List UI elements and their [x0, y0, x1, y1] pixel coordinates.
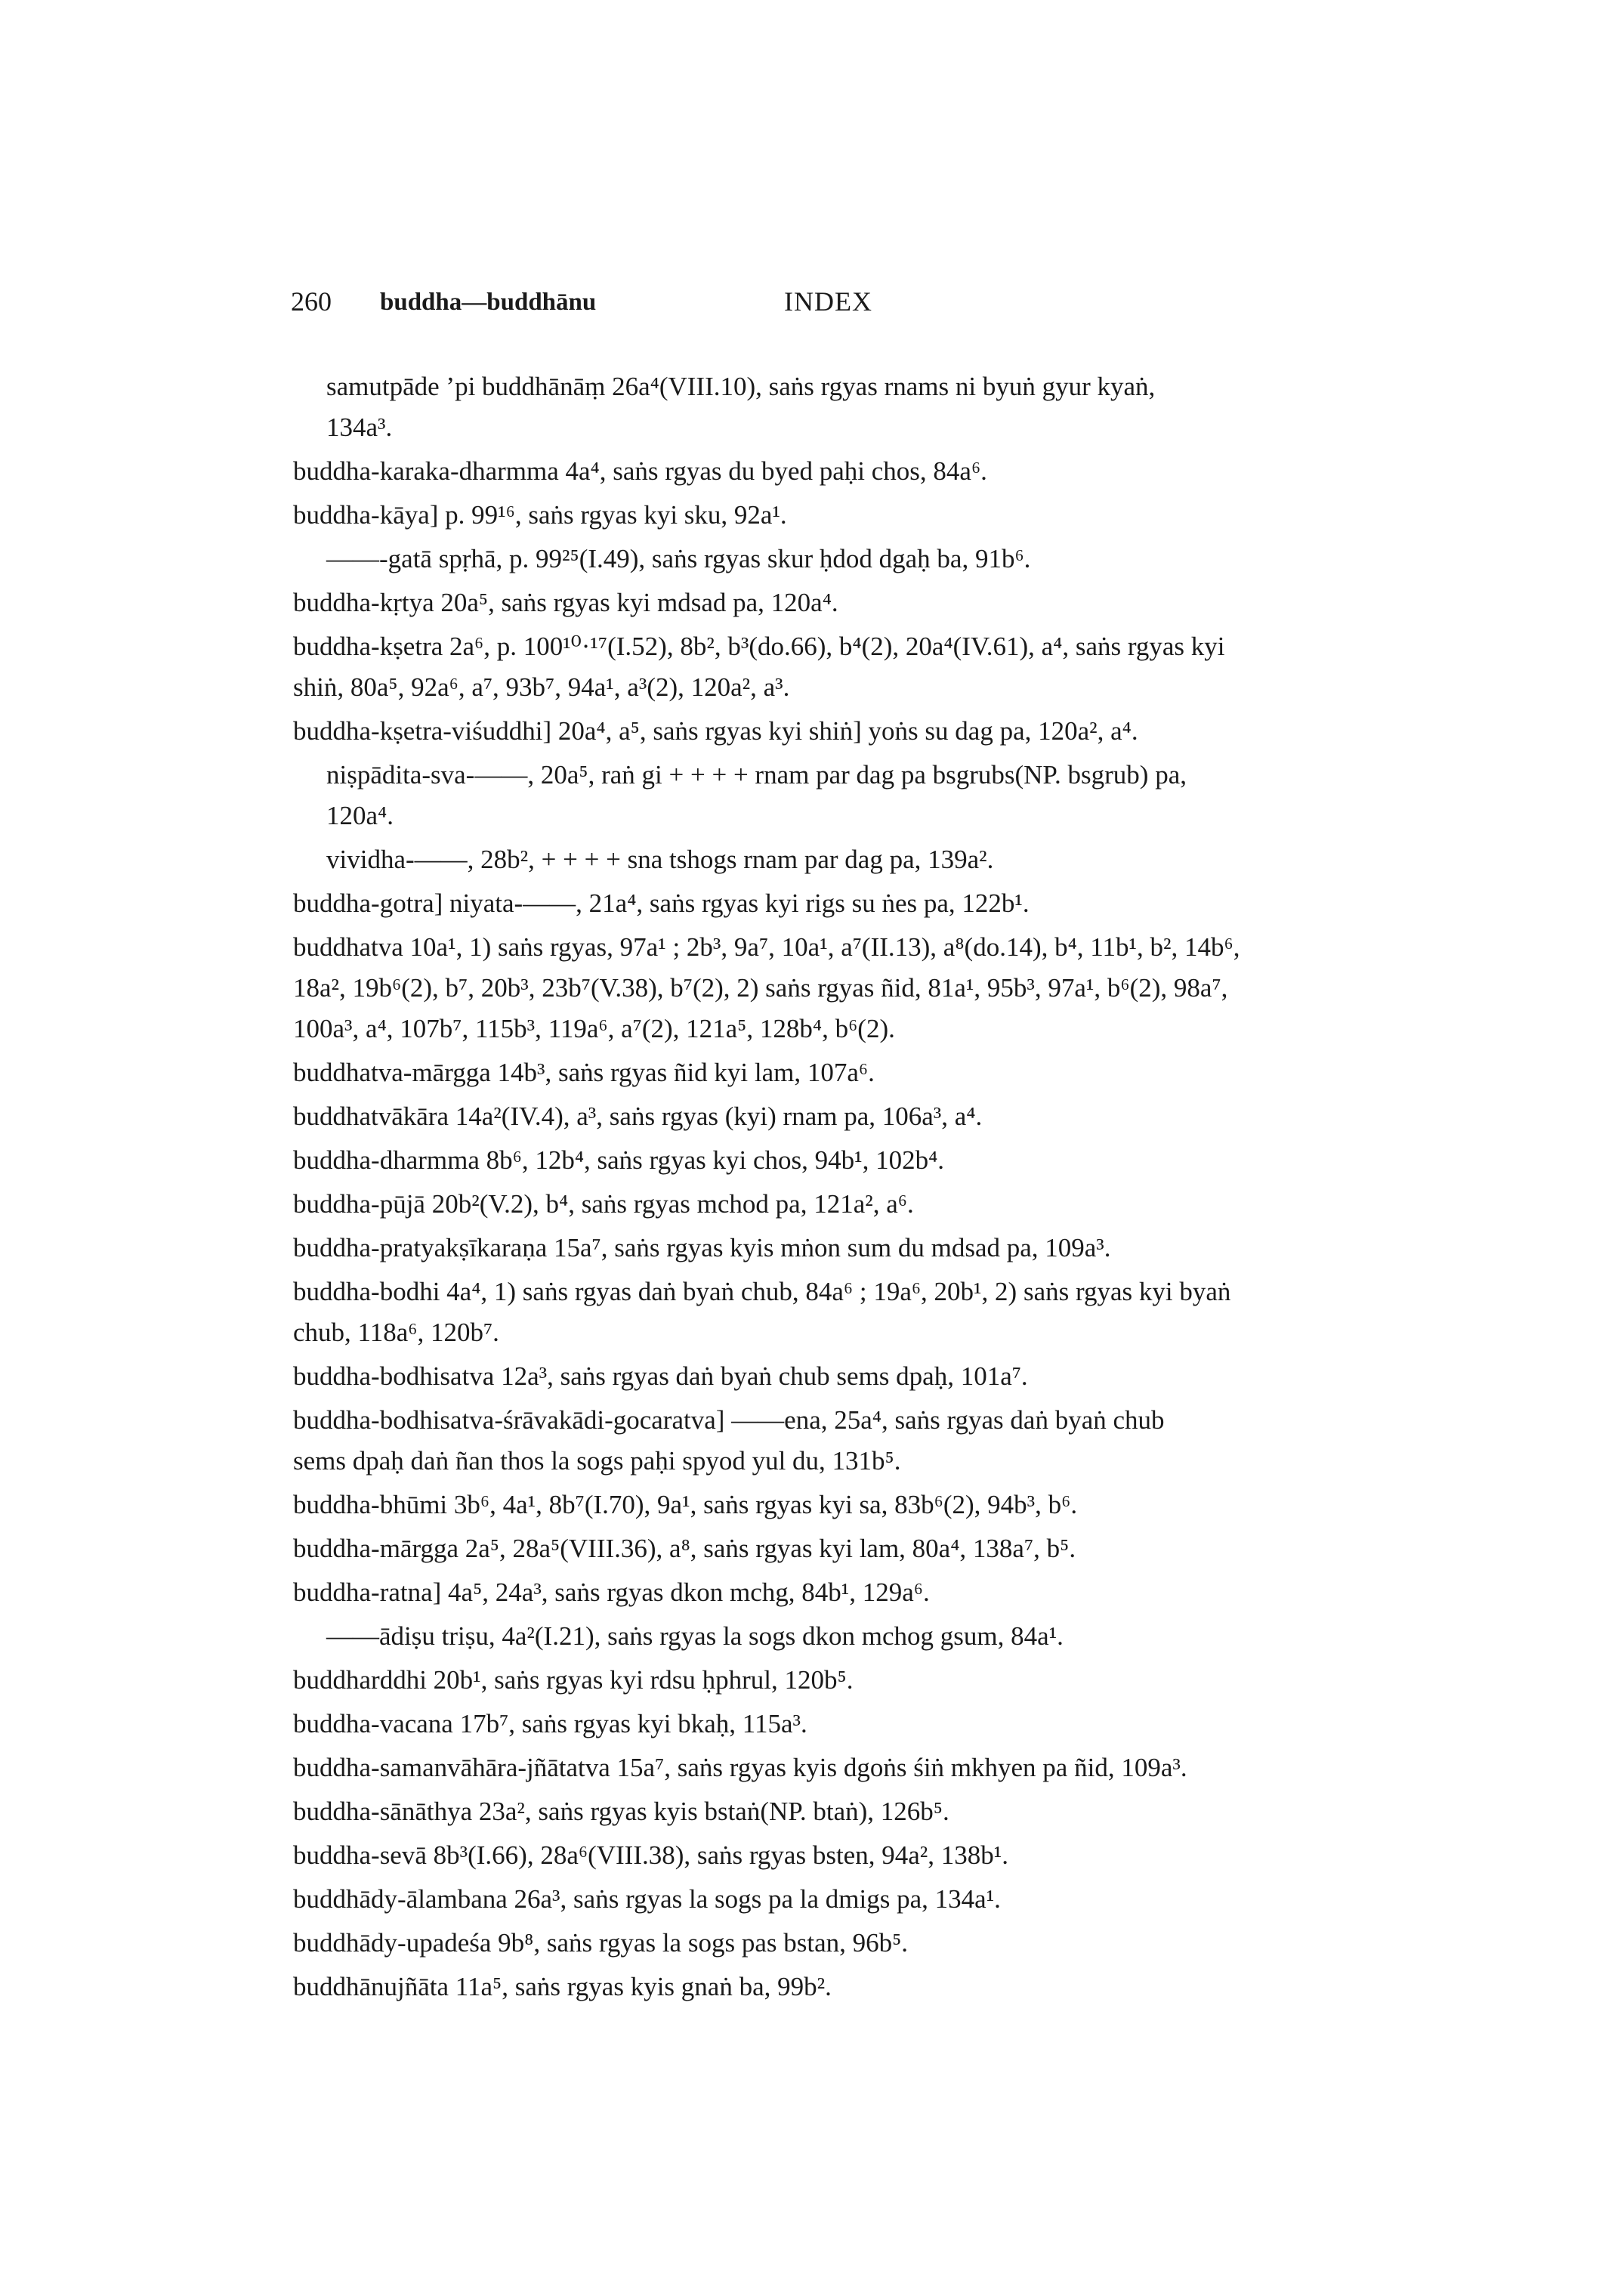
index-entry: [293, 1747, 1381, 1788]
entry-continuation-line: 100a³, a⁴, 107b⁷, 115b³, 119a⁶, a⁷(2), 121a⁵, 128b⁴, b⁶(2).: [293, 1014, 895, 1043]
entry-line: ——ādiṣu triṣu, 4a²(I.21), saṅs rgyas la sogs dkon mchog gsum, 84a¹.: [326, 1621, 1064, 1651]
index-entry: [293, 1791, 1381, 1832]
index-entry: [293, 1228, 1381, 1269]
index-entry: [293, 1272, 1381, 1353]
index-entry: [293, 1140, 1381, 1181]
index-subentry: [293, 366, 1381, 448]
entry-line: buddha-bodhi 4a⁴, 1) saṅs rgyas daṅ byaṅ chub, 84a⁶ ; 19a⁶, 20b¹, 2) saṅs rgyas kyi byaṅ: [293, 1277, 1231, 1306]
index-entry: [293, 1572, 1381, 1613]
entry-line: buddha-sevā 8b³(I.66), 28a⁶(VIII.38), saṅs rgyas bsten, 94a², 138b¹.: [293, 1840, 1008, 1870]
index-entry: [293, 1356, 1381, 1397]
entry-line: buddha-bhūmi 3b⁶, 4a¹, 8b⁷(I.70), 9a¹, saṅs rgyas kyi sa, 83b⁶(2), 94b³, b⁶.: [293, 1490, 1078, 1519]
index-entry: [293, 1879, 1381, 1920]
index-subentry: [293, 839, 1381, 880]
entry-line: buddha-ratna] 4a⁵, 24a³, saṅs rgyas dkon mchg, 84b¹, 129a⁶.: [293, 1578, 930, 1607]
section-title: INDEX: [784, 286, 872, 317]
index-entry: [293, 495, 1381, 536]
index-entry: [293, 1400, 1381, 1482]
entry-line: buddha-kṣetra 2a⁶, p. 100¹⁰·¹⁷(I.52), 8b², b³(do.66), b⁴(2), 20a⁴(IV.61), a⁴, saṅs rgyas kyi: [293, 632, 1225, 661]
entry-line: buddhānujñāta 11a⁵, saṅs rgyas kyis gnaṅ ba, 99b².: [293, 1972, 832, 2001]
entry-line: buddharddhi 20b¹, saṅs rgyas kyi rdsu ḥphrul, 120b⁵.: [293, 1665, 854, 1695]
running-head: buddha—buddhānu: [380, 289, 597, 316]
index-subentry: [293, 755, 1381, 836]
index-entry: [293, 1485, 1381, 1525]
entry-line: buddha-pratyakṣīkaraṇa 15a⁷, saṅs rgyas kyis mṅon sum du mdsad pa, 109a³.: [293, 1233, 1111, 1262]
entry-continuation-line: 120a⁴.: [326, 801, 394, 830]
entry-continuation-line: shiṅ, 80a⁵, 92a⁶, a⁷, 93b⁷, 94a¹, a³(2), 120a², a³.: [293, 672, 790, 702]
entry-line: buddha-gotra] niyata-——, 21a⁴, saṅs rgyas kyi rigs su ṅes pa, 122b¹.: [293, 888, 1030, 918]
entry-line: buddha-karaka-dharmma 4a⁴, saṅs rgyas du byed paḥi chos, 84a⁶.: [293, 456, 987, 486]
index-entry: [293, 711, 1381, 752]
index-entry: [293, 582, 1381, 623]
entry-continuation-line: sems dpaḥ daṅ ñan thos la sogs paḥi spyod yul du, 131b⁵.: [293, 1446, 901, 1476]
entry-line: samutpāde ’pi buddhānāṃ 26a⁴(VIII.10), saṅs rgyas rnams ni byuṅ gyur kyaṅ,: [326, 372, 1156, 401]
entry-line: buddha-dharmma 8b⁶, 12b⁴, saṅs rgyas kyi chos, 94b¹, 102b⁴.: [293, 1145, 945, 1175]
entry-line: buddha-samanvāhāra-jñātatva 15a⁷, saṅs rgyas kyis dgoṅs śiṅ mkhyen pa ñid, 109a³.: [293, 1753, 1187, 1782]
entry-line: buddhatva 10a¹, 1) saṅs rgyas, 97a¹ ; 2b³, 9a⁷, 10a¹, a⁷(II.13), a⁸(do.14), b⁴, 11b¹, b², 14b⁶,: [293, 932, 1240, 962]
index-entry: [293, 1660, 1381, 1701]
index-subentry: [293, 539, 1381, 579]
entry-line: buddha-vacana 17b⁷, saṅs rgyas kyi bkaḥ, 115a³.: [293, 1709, 807, 1738]
entry-line: buddhatva-mārgga 14b³, saṅs rgyas ñid kyi lam, 107a⁶.: [293, 1058, 875, 1087]
entry-line: buddha-kṣetra-viśuddhi] 20a⁴, a⁵, saṅs rgyas kyi shiṅ] yoṅs su dag pa, 120a², a⁴.: [293, 716, 1138, 746]
entry-line: buddha-bodhisatva-śrāvakādi-gocaratva] ——ena, 25a⁴, saṅs rgyas daṅ byaṅ chub: [293, 1405, 1165, 1435]
index-entry: [293, 1923, 1381, 1964]
index-entry: [293, 451, 1381, 492]
page-header: [291, 286, 1363, 323]
page-number: 260: [291, 286, 332, 317]
entry-line: buddha-mārgga 2a⁵, 28a⁵(VIII.36), a⁸, saṅs rgyas kyi lam, 80a⁴, 138a⁷, b⁵.: [293, 1534, 1076, 1563]
index-entries: [293, 366, 1381, 2010]
index-entry: [293, 1967, 1381, 2007]
entry-line: ——-gatā spṛhā, p. 99²⁵(I.49), saṅs rgyas skur ḥdod dgaḥ ba, 91b⁶.: [326, 544, 1031, 573]
index-entry: [293, 1184, 1381, 1225]
entry-line: buddha-bodhisatva 12a³, saṅs rgyas daṅ byaṅ chub sems dpaḥ, 101a⁷.: [293, 1361, 1028, 1391]
entry-continuation-line: chub, 118a⁶, 120b⁷.: [293, 1318, 499, 1347]
entry-line: vividha-——, 28b², + + + + sna tshogs rnam par dag pa, 139a².: [326, 845, 994, 874]
entry-line: buddha-kāya] p. 99¹⁶, saṅs rgyas kyi sku, 92a¹.: [293, 500, 787, 530]
entry-line: buddha-sānāthya 23a², saṅs rgyas kyis bstaṅ(NP. btaṅ), 126b⁵.: [293, 1797, 949, 1826]
entry-line: buddhatvākāra 14a²(IV.4), a³, saṅs rgyas (kyi) rnam pa, 106a³, a⁴.: [293, 1102, 983, 1131]
index-entry: [293, 1052, 1381, 1093]
index-entry: [293, 1704, 1381, 1744]
entry-continuation-line: 18a², 19b⁶(2), b⁷, 20b³, 23b⁷(V.38), b⁷(2), 2) saṅs rgyas ñid, 81a¹, 95b³, 97a¹, b⁶(2), 98a⁷,: [293, 973, 1228, 1003]
entry-line: buddha-pūjā 20b²(V.2), b⁴, saṅs rgyas mchod pa, 121a², a⁶.: [293, 1189, 914, 1219]
index-subentry: [293, 1616, 1381, 1657]
index-entry: [293, 883, 1381, 924]
entry-line: buddha-kṛtya 20a⁵, saṅs rgyas kyi mdsad pa, 120a⁴.: [293, 588, 838, 617]
index-entry: [293, 1835, 1381, 1876]
index-entry: [293, 626, 1381, 708]
index-entry: [293, 1096, 1381, 1137]
entry-line: buddhādy-ālambana 26a³, saṅs rgyas la sogs pa la dmigs pa, 134a¹.: [293, 1884, 1001, 1914]
entry-continuation-line: 134a³.: [326, 413, 393, 442]
entry-line: niṣpādita-sva-——, 20a⁵, raṅ gi + + + + rnam par dag pa bsgrubs(NP. bsgrub) pa,: [326, 760, 1187, 790]
index-entry: [293, 1528, 1381, 1569]
index-entry: [293, 927, 1381, 1049]
entry-line: buddhādy-upadeśa 9b⁸, saṅs rgyas la sogs pas bstan, 96b⁵.: [293, 1928, 909, 1958]
